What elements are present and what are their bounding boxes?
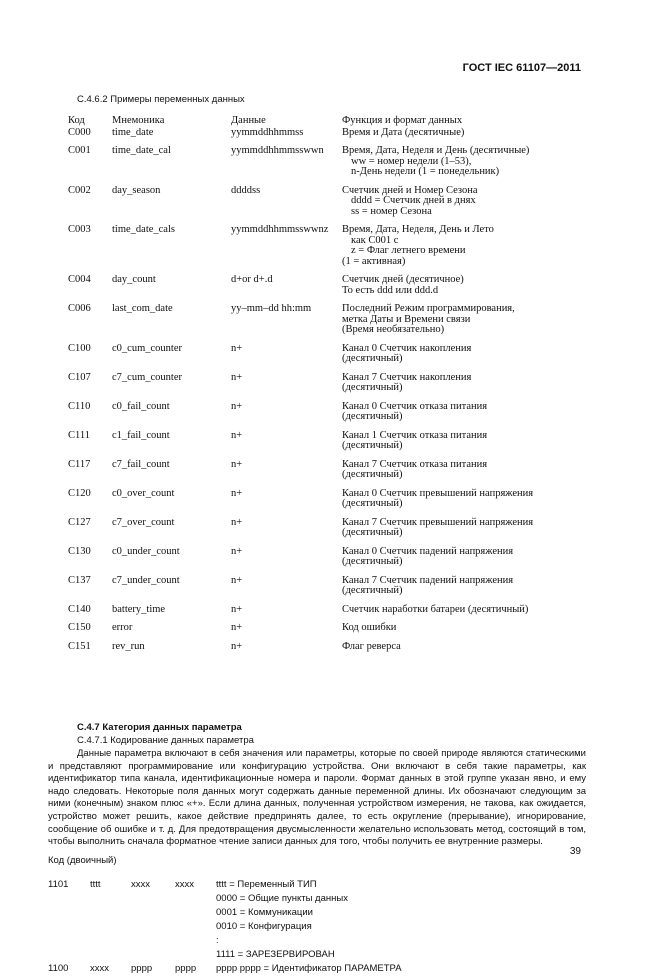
function-line: как С001 с: [351, 234, 399, 246]
code-line: [48, 921, 608, 935]
cell-code: C006: [68, 303, 91, 314]
cell-data: n+: [231, 574, 243, 586]
cell-data: n+: [231, 545, 243, 557]
cell-data: n+: [231, 371, 243, 383]
code-field: tttt = Переменный ТИП: [216, 879, 317, 890]
cell-data: n+: [231, 487, 243, 499]
header-function: Функция и формат данных: [342, 115, 463, 126]
table-row: [68, 518, 588, 539]
function-line: (десятичный): [342, 440, 403, 451]
function-line: (десятичный): [342, 556, 403, 567]
cell-function: [342, 623, 588, 634]
cell-data: n+: [231, 603, 243, 615]
cell-code: C151: [68, 640, 91, 652]
cell-function: [342, 225, 588, 267]
cell-data: yymmddhhmmsswwnz: [231, 224, 329, 235]
table-row: [68, 460, 588, 481]
cell-function: [342, 489, 588, 510]
table-row: [68, 547, 588, 568]
cell-function: [342, 402, 588, 423]
function-line: Канал 1 Счетчик отказа питания: [342, 429, 488, 441]
function-line: (десятичный): [342, 498, 403, 509]
cell-function: [342, 518, 588, 539]
function-line: (десятичный): [342, 411, 403, 422]
section-47-title: С.4.7 Категория данных параметра: [77, 722, 242, 733]
code-field: 0000 = Общие пункты данных: [216, 893, 348, 904]
code-line: [48, 949, 608, 963]
function-line: Канал 0 Счетчик превышений напряжения: [342, 487, 534, 499]
table-row: [68, 605, 588, 616]
cell-data: d+or d+.d: [231, 274, 273, 285]
code-field: tttt: [90, 879, 101, 890]
code-line: [48, 893, 608, 907]
code-line: [48, 907, 608, 921]
function-line: (десятичный): [342, 585, 403, 596]
function-line: n-День недели (1 = понедельник): [351, 166, 500, 177]
function-line: ss = номер Сезона: [351, 205, 432, 217]
table-row: [68, 225, 588, 267]
function-line: Счетчик дней и Номер Сезона: [342, 184, 478, 196]
function-line: Время и Дата (десятичные): [342, 126, 465, 138]
cell-code: C130: [68, 545, 91, 557]
function-line: Флаг реверса: [342, 640, 401, 652]
cell-data: yymmddhhmmsswwn: [231, 145, 324, 156]
cell-code: C127: [68, 516, 91, 528]
cell-code: C002: [68, 184, 91, 196]
cell-mnemonic: c7_cum_counter: [112, 371, 182, 383]
code-field: pppp pppp = Идентификатор ПАРАМЕТРА: [216, 963, 402, 974]
cell-code: C003: [68, 224, 91, 235]
cell-code: C107: [68, 371, 91, 383]
code-line: [48, 935, 608, 949]
cell-code: C117: [68, 458, 91, 470]
cell-mnemonic: time_date: [112, 126, 154, 138]
code-field: :: [216, 935, 219, 946]
table-row: [68, 186, 588, 218]
function-line: Канал 7 Счетчик превышений напряжения: [342, 516, 534, 528]
function-line: (десятичный): [342, 353, 403, 364]
cell-function: [342, 460, 588, 481]
cell-function: [342, 344, 588, 365]
code-field: pppp: [131, 963, 153, 974]
table-row: [68, 431, 588, 452]
function-line: Канал 7 Счетчик отказа питания: [342, 458, 488, 470]
code-field: xxxx: [131, 879, 150, 890]
cell-data: n+: [231, 342, 243, 354]
function-line: dddd = Счетчик дней в днях: [351, 195, 476, 206]
function-line: Канал 7 Счетчик накопления: [342, 371, 472, 383]
function-line: (1 = активная): [342, 255, 406, 267]
cell-mnemonic: error: [112, 622, 133, 633]
page-number: 39: [569, 846, 581, 857]
cell-mnemonic: c0_fail_count: [112, 400, 170, 412]
function-line: ww = номер недели (1–53),: [351, 155, 472, 167]
code-field: pppp: [175, 963, 197, 974]
function-line: (Время необязательно): [342, 324, 445, 335]
cell-data: n+: [231, 458, 243, 470]
table-row: [68, 128, 588, 139]
cell-data: n+: [231, 622, 243, 633]
code-field: 0010 = Конфигурация: [216, 921, 312, 932]
table-row: [68, 373, 588, 394]
cell-function: [342, 547, 588, 568]
cell-mnemonic: day_count: [112, 274, 156, 285]
function-line: (десятичный): [342, 382, 403, 393]
document-header: ГОСТ IEC 61107—2011: [462, 62, 581, 74]
cell-data: n+: [231, 640, 243, 652]
table-header-row: [68, 116, 588, 127]
cell-mnemonic: c0_cum_counter: [112, 342, 182, 354]
function-line: z = Флаг летнего времени: [351, 245, 466, 256]
cell-code: C111: [68, 429, 90, 441]
cell-mnemonic: day_season: [112, 184, 161, 196]
code-field: 1101: [48, 879, 69, 890]
code-label: Код (двоичный): [48, 855, 117, 866]
cell-mnemonic: time_date_cals: [112, 224, 175, 235]
cell-mnemonic: c7_over_count: [112, 516, 175, 528]
cell-mnemonic: battery_time: [112, 603, 166, 615]
cell-data: n+: [231, 429, 243, 441]
cell-function: [342, 373, 588, 394]
cell-mnemonic: c0_over_count: [112, 487, 175, 499]
section-47-paragraph: Данные параметра включают в себя значения или параметры, которые по своей природе являются статическими и представляют программирование или конфигурацию устройства. Они включают в себя такие параметры, как идентификатор типа канала, идентификационные номера и пароли. Формат данных в этой группе указан явно, и ему надо следовать. Некоторые поля данных могут содержать данные переменной длины. Их обозначают следующим за ними (конечным) знаком плюс «+». Если длина данных, полученная устройством измерения, не такова, как ожидается, устройство может решить, какое действие предпринять далее, то есть округление (прерывание), игнорирование, сообщение об ошибке и т. д. Для предотвращения двусмысленности желательно использовать метод, состоящий в том, чтобы выполнить сначала форматное чтение записи данных для того, чтобы получить ее внутренние размеры.: [48, 748, 586, 848]
cell-data: yymmddhhmmss: [231, 126, 304, 138]
cell-data: ddddss: [231, 184, 261, 196]
table-row: [68, 275, 588, 296]
code-field: 1111 = ЗАРЕЗЕРВИРОВАН: [216, 949, 335, 960]
table-row: [68, 576, 588, 597]
table-row: [68, 402, 588, 423]
function-line: Время, Дата, Неделя и День (десятичные): [342, 145, 530, 156]
cell-mnemonic: rev_run: [112, 640, 145, 652]
cell-code: C100: [68, 342, 91, 354]
function-line: Канал 7 Счетчик падений напряжения: [342, 574, 514, 586]
variables-table: [68, 116, 588, 660]
cell-code: C001: [68, 145, 91, 156]
cell-function: [342, 431, 588, 452]
cell-code: C140: [68, 603, 91, 615]
table-row: [68, 623, 588, 634]
cell-data: yy–mm–dd hh:mm: [231, 303, 312, 314]
code-field: xxxx: [175, 879, 194, 890]
header-data: Данные: [231, 115, 266, 126]
table-row: [68, 642, 588, 653]
table-row: [68, 489, 588, 510]
cell-code: C000: [68, 126, 91, 138]
cell-function: [342, 642, 588, 653]
cell-function: [342, 605, 588, 616]
cell-code: C120: [68, 487, 91, 499]
function-line: То есть ddd или ddd.d: [342, 284, 439, 296]
table-body: [68, 128, 588, 653]
cell-mnemonic: time_date_cal: [112, 145, 171, 156]
code-line: [48, 963, 608, 977]
code-line: [48, 879, 608, 893]
function-line: метка Даты и Времени связи: [342, 313, 471, 325]
cell-function: [342, 186, 588, 218]
cell-code: C110: [68, 400, 91, 412]
function-line: Последний Режим программирования,: [342, 303, 515, 314]
code-field: xxxx: [90, 963, 109, 974]
function-line: Счетчик наработки батареи (десятичный): [342, 603, 529, 615]
header-mnemonic: Мнемоника: [112, 115, 165, 126]
cell-function: [342, 304, 588, 336]
cell-function: [342, 576, 588, 597]
function-line: Канал 0 Счетчик отказа питания: [342, 400, 488, 412]
table-row: [68, 344, 588, 365]
cell-mnemonic: c0_under_count: [112, 545, 180, 557]
function-line: Канал 0 Счетчик накопления: [342, 342, 472, 354]
function-line: (десятичный): [342, 469, 403, 480]
cell-mnemonic: last_com_date: [112, 303, 173, 314]
function-line: Время, Дата, Неделя, День и Лето: [342, 224, 494, 235]
cell-code: C150: [68, 622, 91, 633]
code-block: [48, 879, 608, 977]
function-line: (десятичный): [342, 527, 403, 538]
function-line: Счетчик дней (десятичное): [342, 274, 464, 285]
header-code: Код: [68, 115, 85, 126]
function-line: Код ошибки: [342, 622, 397, 633]
cell-data: n+: [231, 516, 243, 528]
cell-code: C137: [68, 574, 91, 586]
cell-mnemonic: c1_fail_count: [112, 429, 170, 441]
section-title: С.4.6.2 Примеры переменных данных: [77, 94, 245, 105]
table-row: [68, 146, 588, 178]
cell-data: n+: [231, 400, 243, 412]
cell-function: [342, 275, 588, 296]
cell-code: C004: [68, 274, 91, 285]
code-field: 1100: [48, 963, 69, 974]
cell-function: [342, 146, 588, 178]
cell-mnemonic: c7_under_count: [112, 574, 180, 586]
code-field: 0001 = Коммуникации: [216, 907, 313, 918]
table-row: [68, 304, 588, 336]
section-471-title: С.4.7.1 Кодирование данных параметра: [77, 735, 254, 746]
cell-function: [342, 128, 588, 139]
cell-mnemonic: c7_fail_count: [112, 458, 170, 470]
function-line: Канал 0 Счетчик падений напряжения: [342, 545, 514, 557]
